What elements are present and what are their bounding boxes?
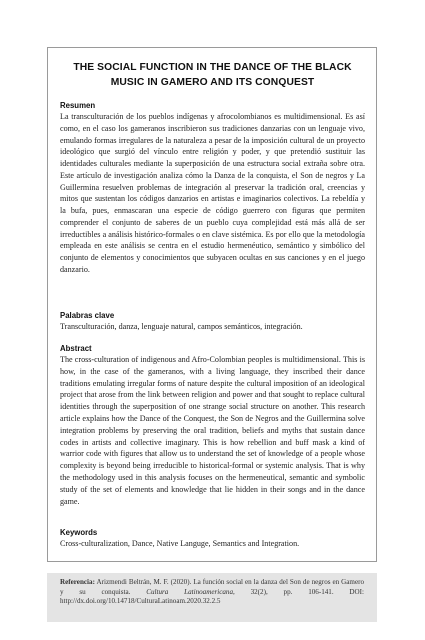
- keywords-text: Cross-culturalization, Dance, Native Languge, Semantics and Integration.: [60, 539, 300, 548]
- resumen-heading: Resumen: [60, 101, 96, 110]
- keywords-section: [60, 528, 365, 549]
- palabras-clave-heading: Palabras clave: [60, 311, 115, 320]
- reference-citation: Arizmendi Beltrán, M. F. (2020). La función social en la danza del Son de negros en Gamero y su conquista.: [60, 578, 364, 596]
- abstract-section: [60, 344, 365, 507]
- resumen-section: [60, 101, 365, 276]
- abstract-heading: Abstract: [60, 344, 92, 353]
- palabras-clave-text: Transculturación, danza, lenguaje natural, campos semánticos, integración.: [60, 322, 303, 331]
- palabras-clave-section: [60, 311, 365, 332]
- reference-box: [47, 573, 377, 622]
- reference-label: Referencia:: [60, 578, 95, 586]
- article-title: THE SOCIAL FUNCTION IN THE DANCE OF THE BLACK MUSIC IN GAMERO AND ITS CONQUEST: [73, 62, 352, 88]
- keywords-heading: Keywords: [60, 528, 98, 537]
- reference-details: , 32(2), pp. 106-141. DOI: http://dx.doi.org/10.14718/CulturaLatinoam.2020.32.2.5: [60, 587, 364, 606]
- resumen-text: La transculturación de los pueblos indígenas y afrocolombianos es multidimensional. Es así como, en el caso los gameranos inscribieron sus tradiciones danzarias con un lenguaje vivo, emulando formas irregulares de la naturaleza a pesar de la imposición cultural de un proyecto ideológico que surgió del vínculo entre religión y poder, y que pretendió sustituir las identidades culturales mediante la superposición de una estructura social extraña sobre otra. Este artículo de investigación analiza cómo la Danza de la conquista, el Son de negros y La Guillermina resuelven problemas de integración al preservar la tradición oral, creencias y mitos que sustentan los códigos danzarios en artistas e imaginarios colectivos. La rebeldía y la bufa, pues, enmascaran una especie de código guerrero con figuras que permiten comprender el conjunto de saberes de un pueblo cuya complejidad está más allá de ser irreductibles a análisis histórico-formales o en clave sistémica. Es por ello que la metodología empleada en este análisis se centra en el estudio hermenéutico, semántico y simbólico del conjunto de elementos y conocimientos que subyacen ocultas en sus canciones y en el juego danzario.: [60, 112, 365, 274]
- abstract-text: The cross-culturation of indigenous and Afro-Colombian peoples is multidimensional. This is how, in the case of the gameranos, with a living language, they inscribed their dance traditions emulating irregular forms of nature despite the cultural imposition of an ideological project that arose from the link between religion and power and that sought to replace cultural identities through the superposition of one strange social structure on another. This research article explains how the Dance of the Conquest, the Son de Negros and the Guillermina solve integration problems by preserving the oral tradition, beliefs and myths that sustain dance codes in artists and collective imaginary. This is how rebellion and buff mask a kind of warrior code with figures that allow us to understand the set of knowledge of a people whose complexity is beyond being irreducible to historical-formal or systemic analysis. That is why the methodology used in this analysis focuses on the hermeneutical, semantic and symbolic study of the set of elements and knowledge that lie hidden in their songs and in the dance game.: [60, 355, 365, 506]
- reference-journal: Cultura Latinoamericana: [146, 587, 233, 596]
